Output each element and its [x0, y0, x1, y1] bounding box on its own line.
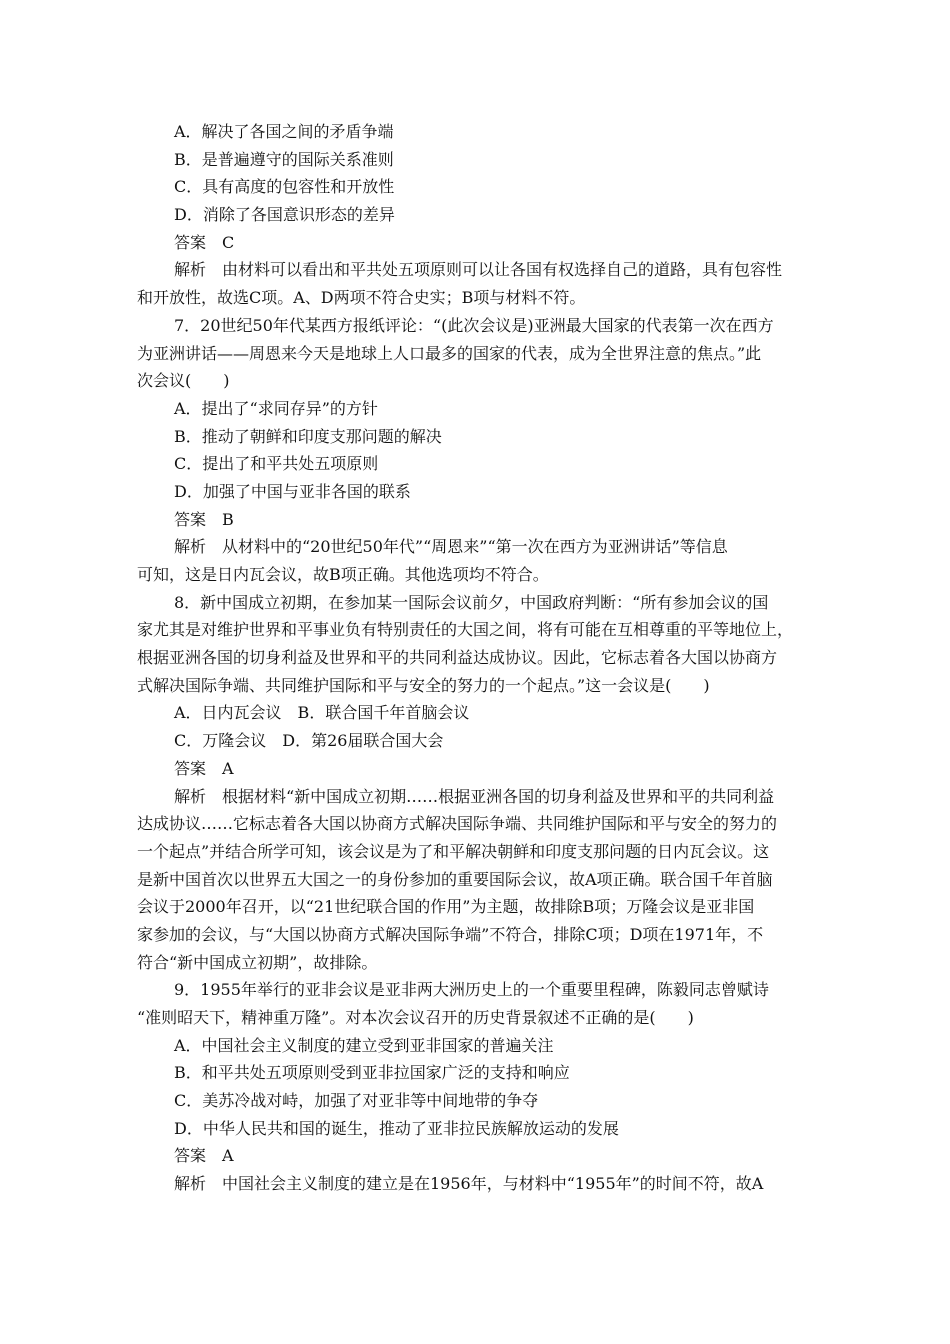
- text-line: B．是普遍遵守的国际关系准则: [174, 149, 394, 169]
- text-line: 为亚洲讲话——周恩来今天是地球上人口最多的国家的代表，成为全世界注意的焦点。”此: [137, 343, 762, 363]
- text-line: 答案 A: [174, 758, 234, 778]
- text-line: 答案 B: [174, 509, 234, 529]
- text-line: 可知，这是日内瓦会议，故B项正确。其他选项均不符合。: [137, 565, 549, 584]
- document-page: [0, 118, 950, 1198]
- text-line: 解析 根据材料“新中国成立初期……根据亚洲各国的切身利益及世界和平的共同利益: [174, 786, 775, 806]
- text-line: D．加强了中国与亚非各国的联系: [174, 481, 411, 501]
- text-line: B．推动了朝鲜和印度支那问题的解决: [174, 426, 442, 446]
- text-line: C．万隆会议 D．第26届联合国大会: [174, 731, 444, 751]
- text-line: A．解决了各国之间的矛盾争端: [174, 122, 394, 141]
- text-line: “准则昭天下，精神重万隆”。对本次会议召开的历史背景叙述不正确的是( ): [137, 1008, 694, 1027]
- text-line: B．和平共处五项原则受到亚非拉国家广泛的支持和响应: [174, 1063, 570, 1083]
- text-line: 式解决国际争端、共同维护国际和平与安全的努力的一个起点。”这一会议是( ): [137, 675, 710, 695]
- text-line: 达成协议……它标志着各大国以协商方式解决国际争端、共同维护国际和平与安全的努力的: [137, 814, 778, 834]
- text-line: 家参加的会议，与“大国以协商方式解决国际争端”不符合，排除C项；D项在1971年，不: [137, 924, 764, 944]
- text-line: A．中国社会主义制度的建立受到亚非国家的普遍关注: [174, 1035, 554, 1055]
- text-line: 次会议( ): [137, 371, 230, 391]
- text-line: 会议于2000年召开，以“21世纪联合国的作用”为主题，故排除B项；万隆会议是亚非国: [137, 897, 755, 917]
- text-line: 8．新中国成立初期，在参加某一国际会议前夕，中国政府判断：“所有参加会议的国: [174, 592, 769, 612]
- text-line: C．具有高度的包容性和开放性: [174, 177, 395, 197]
- text-line: 解析 由材料可以看出和平共处五项原则可以让各国有权选择自己的道路，具有包容性: [174, 260, 783, 280]
- text-line: 是新中国首次以世界五大国之一的身份参加的重要国际会议，故A项正确。联合国千年首脑: [137, 869, 773, 889]
- text-line: D．消除了各国意识形态的差异: [174, 205, 395, 225]
- text-line: 符合“新中国成立初期”，故排除。: [137, 952, 378, 972]
- document-body: [0, 118, 950, 1198]
- text-line: C．美苏冷战对峙，加强了对亚非等中间地带的争夺: [174, 1091, 539, 1111]
- text-line: A．提出了“求同存异”的方针: [174, 398, 378, 418]
- text-line: A．日内瓦会议 B．联合国千年首脑会议: [174, 703, 470, 723]
- text-line: 根据亚洲各国的切身利益及世界和平的共同利益达成协议。因此，它标志着各大国以协商方: [137, 648, 778, 668]
- text-line: 解析 从材料中的“20世纪50年代”“周恩来”“第一次在西方为亚洲讲话”等信息: [174, 537, 728, 557]
- text-line: 答案 C: [174, 232, 235, 252]
- text-line: 解析 中国社会主义制度的建立是在1956年，与材料中“1955年”的时间不符，故A: [174, 1174, 764, 1194]
- text-line: 9．1955年举行的亚非会议是亚非两大洲历史上的一个重要里程碑，陈毅同志曾赋诗: [174, 980, 769, 1000]
- text-line: D．中华人民共和国的诞生，推动了亚非拉民族解放运动的发展: [174, 1118, 619, 1138]
- text-line: 答案 A: [174, 1146, 234, 1166]
- text-line: 家尤其是对维护世界和平事业负有特别责任的大国之间，将有可能在互相尊重的平等地位上，: [137, 620, 794, 640]
- text-line: 7．20世纪50年代某西方报纸评论：“(此次会议是)亚洲最大国家的代表第一次在西方: [174, 315, 774, 335]
- text-line: C．提出了和平共处五项原则: [174, 454, 379, 474]
- text-line: 和开放性，故选C项。A、D两项不符合史实；B项与材料不符。: [137, 288, 586, 308]
- text-line: 一个起点”并结合所学可知，该会议是为了和平解决朝鲜和印度支那问题的日内瓦会议。这: [137, 841, 770, 861]
